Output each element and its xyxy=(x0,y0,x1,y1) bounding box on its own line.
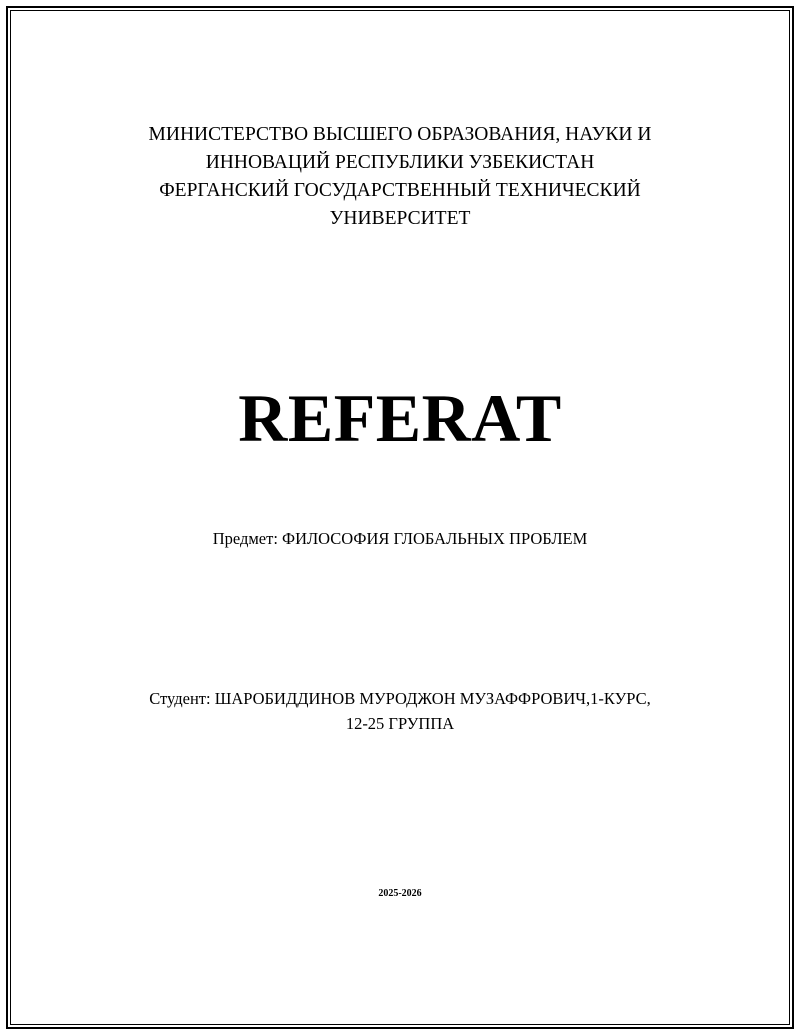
header-line-3: ФЕРГАНСКИЙ ГОСУДАРСТВЕННЫЙ ТЕХНИЧЕСКИЙ xyxy=(159,180,641,201)
header-line-4: УНИВЕРСИТЕТ xyxy=(329,208,471,229)
student-line-1: Студент: ШАРОБИДДИНОВ МУРОДЖОН МУЗАФФРОВИЧ,1-КУРС, xyxy=(149,689,651,708)
header-line-2: ИННОВАЦИЙ РЕСПУБЛИКИ УЗБЕКИСТАН xyxy=(205,152,595,173)
academic-year: 2025-2026 xyxy=(378,888,422,899)
student-info xyxy=(0,686,800,736)
header-line-1: МИНИСТЕРСТВО ВЫСШЕГО ОБРАЗОВАНИЯ, НАУКИ И xyxy=(148,124,652,145)
document-title: REFERAT xyxy=(238,380,562,456)
institution-header xyxy=(0,121,800,233)
student-line-2: 12-25 ГРУППА xyxy=(345,714,455,733)
subject-line: Предмет: ФИЛОСОФИЯ ГЛОБАЛЬНЫХ ПРОБЛЕМ xyxy=(212,529,588,548)
